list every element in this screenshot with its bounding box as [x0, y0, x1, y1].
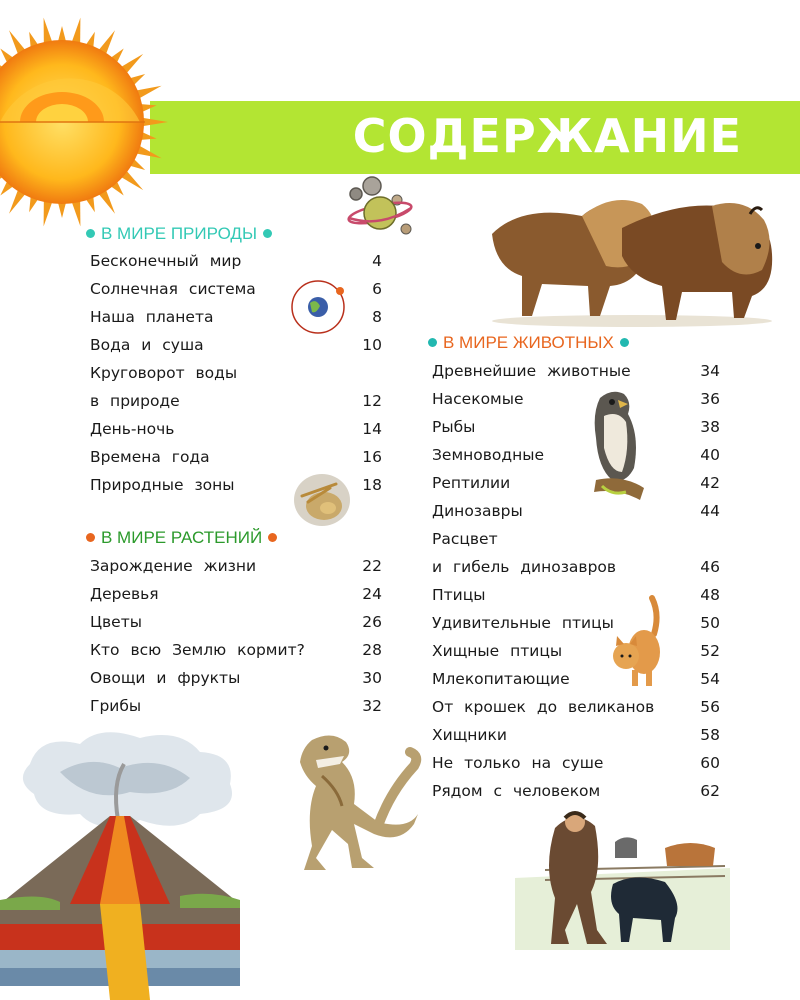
toc-entry	[432, 553, 720, 581]
toc-page-number: 36	[700, 390, 720, 408]
section-header-animals	[428, 333, 635, 353]
section-header-plants	[86, 528, 283, 548]
toc-entry	[90, 303, 382, 331]
toc-entry	[90, 608, 382, 636]
toc-page-number: 60	[700, 754, 720, 772]
toc-entry-text: Бесконечный мир	[90, 252, 242, 270]
toc-entry	[432, 469, 720, 497]
toc-entry-text: Природные зоны	[90, 476, 235, 494]
bullet-dot-icon	[428, 338, 437, 347]
toc-entry	[90, 359, 382, 387]
toc-page-number: 58	[700, 726, 720, 744]
bullet-dot-icon	[620, 338, 629, 347]
toc-entry-text: Зарождение жизни	[90, 557, 257, 575]
toc-entry	[432, 609, 720, 637]
toc-page-number: 48	[700, 586, 720, 604]
toc-page-number: 52	[700, 642, 720, 660]
toc-entry-text: и гибель динозавров	[432, 558, 617, 576]
planet-illustration	[342, 172, 426, 246]
toc-entry-text: Рыбы	[432, 418, 476, 436]
toc-entry	[90, 664, 382, 692]
toc-entry	[90, 387, 382, 415]
toc-entry	[90, 443, 382, 471]
toc-entry-text: Круговорот воды	[90, 364, 238, 382]
page-title: СОДЕРЖАНИЕ	[352, 109, 742, 163]
toc-page-number: 38	[700, 418, 720, 436]
toc-entry	[432, 385, 720, 413]
toc-entry-text: Рептилии	[432, 474, 511, 492]
toc-page-number: 14	[362, 420, 382, 438]
toc-entry	[90, 331, 382, 359]
toc-entry-text: Динозавры	[432, 502, 523, 520]
toc-entry	[90, 580, 382, 608]
toc-entry	[90, 552, 382, 580]
toc-page-number: 42	[700, 474, 720, 492]
toc-page-number: 54	[700, 670, 720, 688]
toc-entry-text: Птицы	[432, 586, 486, 604]
toc-entry-text: Удивительные птицы	[432, 614, 614, 632]
toc-entry-text: Вода и суша	[90, 336, 204, 354]
toc-entry	[432, 525, 720, 553]
toc-entry-text: Рядом с человеком	[432, 782, 601, 800]
toc-entry-text: Расцвет	[432, 530, 498, 548]
toc-entry	[432, 777, 720, 805]
toc-entry	[432, 637, 720, 665]
toc-entry	[90, 415, 382, 443]
bullet-dot-icon	[86, 229, 95, 238]
toc-entry-text: Хищники	[432, 726, 507, 744]
bullet-dot-icon	[268, 533, 277, 542]
toc-entry	[90, 692, 382, 720]
toc-entry-text: Солнечная система	[90, 280, 256, 298]
toc-entry-text: Млекопитающие	[432, 670, 570, 688]
toc-page-number: 28	[362, 641, 382, 659]
toc-page-number: 50	[700, 614, 720, 632]
section-title: В МИРЕ ЖИВОТНЫХ	[443, 333, 614, 352]
farm-scene-illustration	[515, 808, 730, 950]
toc-entry	[432, 749, 720, 777]
toc-entry-text: Древнейшие животные	[432, 362, 631, 380]
toc-entry-text: От крошек до великанов	[432, 698, 655, 716]
toc-page-number: 56	[700, 698, 720, 716]
toc-entry-text: Кто всю Землю кормит?	[90, 641, 305, 659]
toc-entry	[432, 357, 720, 385]
toc-entry-text: Земноводные	[432, 446, 545, 464]
section-title: В МИРЕ ПРИРОДЫ	[101, 224, 257, 243]
section-header-nature	[86, 224, 278, 244]
toc-entry	[432, 693, 720, 721]
toc-entry	[90, 247, 382, 275]
toc-entry	[90, 275, 382, 303]
toc-page-number: 34	[700, 362, 720, 380]
toc-entry-text: Насекомые	[432, 390, 524, 408]
toc-entry-text: Времена года	[90, 448, 210, 466]
toc-page-number: 30	[362, 669, 382, 687]
toc-entry-text: Хищные птицы	[432, 642, 563, 660]
volcano-illustration	[0, 724, 265, 1000]
toc-entry	[432, 413, 720, 441]
bullet-dot-icon	[263, 229, 272, 238]
toc-entry	[432, 497, 720, 525]
toc-entry	[432, 441, 720, 469]
toc-page-number: 12	[362, 392, 382, 410]
toc-entry	[432, 581, 720, 609]
section-title: В МИРЕ РАСТЕНИЙ	[101, 528, 263, 547]
toc-page-number: 4	[372, 252, 382, 270]
toc-entry-text: Не только на суше	[432, 754, 604, 772]
toc-entry	[432, 721, 720, 749]
dinosaur-illustration	[282, 726, 422, 874]
toc-entry	[90, 636, 382, 664]
toc-entry-text: Наша планета	[90, 308, 214, 326]
toc-entry-text: Деревья	[90, 585, 159, 603]
sun-illustration	[0, 0, 190, 230]
toc-entry	[432, 665, 720, 693]
toc-list-nature	[90, 247, 382, 499]
toc-entry-text: в природе	[90, 392, 180, 410]
toc-page-number: 44	[700, 502, 720, 520]
toc-page-number: 24	[362, 585, 382, 603]
bullet-dot-icon	[86, 533, 95, 542]
toc-page-number: 16	[362, 448, 382, 466]
toc-entry-text: Овощи и фрукты	[90, 669, 241, 687]
toc-entry	[90, 471, 382, 499]
toc-entry-text: Цветы	[90, 613, 142, 631]
toc-page-number: 62	[700, 782, 720, 800]
toc-page-number: 46	[700, 558, 720, 576]
toc-page-number: 6	[372, 280, 382, 298]
toc-page-number: 18	[362, 476, 382, 494]
toc-page-number: 22	[362, 557, 382, 575]
toc-page-number: 10	[362, 336, 382, 354]
toc-page-number: 32	[362, 697, 382, 715]
toc-list-plants	[90, 552, 382, 720]
toc-page-number: 8	[372, 308, 382, 326]
bison-illustration	[482, 186, 782, 328]
toc-entry-text: Грибы	[90, 697, 142, 715]
toc-entry-text: День-ночь	[90, 420, 175, 438]
toc-page-number: 40	[700, 446, 720, 464]
toc-page-number: 26	[362, 613, 382, 631]
toc-list-animals	[432, 357, 720, 805]
